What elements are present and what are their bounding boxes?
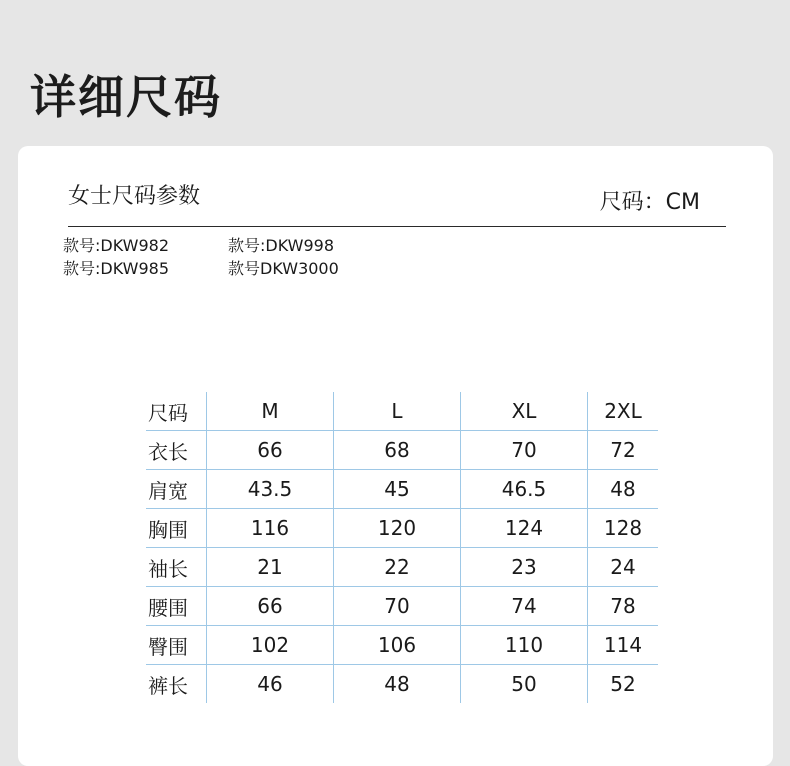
table-cell: 70 <box>334 587 461 626</box>
header-cell: L <box>334 392 461 431</box>
model-number: 款号:DKW982 <box>63 236 169 255</box>
page-title: 详细尺码 <box>30 70 222 124</box>
header-cell: 尺码 <box>146 392 207 431</box>
table-cell: 45 <box>334 470 461 509</box>
table-cell: 48 <box>588 470 659 509</box>
model-number: 款号:DKW985 <box>63 259 169 278</box>
table-cell: 46.5 <box>461 470 588 509</box>
table-cell: 120 <box>334 509 461 548</box>
table-cell: 43.5 <box>207 470 334 509</box>
row-label: 袖长 <box>146 548 207 587</box>
table-cell: 48 <box>334 665 461 704</box>
table-cell: 102 <box>207 626 334 665</box>
table-cell: 72 <box>588 431 659 470</box>
header-cell: 2XL <box>588 392 659 431</box>
table-row <box>146 626 658 665</box>
model-list <box>63 236 428 279</box>
table-cell: 70 <box>461 431 588 470</box>
table-cell: 78 <box>588 587 659 626</box>
table-row <box>146 665 658 704</box>
table-cell: 21 <box>207 548 334 587</box>
row-label: 腰围 <box>146 587 207 626</box>
table-cell: 66 <box>207 431 334 470</box>
table-cell: 110 <box>461 626 588 665</box>
table-cell: 128 <box>588 509 659 548</box>
table-cell: 22 <box>334 548 461 587</box>
table-row <box>146 431 658 470</box>
table-row <box>146 587 658 626</box>
row-label: 衣长 <box>146 431 207 470</box>
row-label: 裤长 <box>148 673 188 698</box>
card-header <box>68 180 726 227</box>
card-title: 女士尺码参数 <box>68 184 201 209</box>
table-cell: 24 <box>588 548 659 587</box>
model-number: 款号:DKW998 <box>228 236 334 255</box>
table-cell: 66 <box>207 587 334 626</box>
unit-label: 尺码：CM <box>599 190 700 215</box>
table-cell: 74 <box>461 587 588 626</box>
table-cell: 23 <box>461 548 588 587</box>
table-cell: 106 <box>334 626 461 665</box>
table-cell: 116 <box>207 509 334 548</box>
table-cell: 68 <box>334 431 461 470</box>
size-card <box>18 146 773 766</box>
table-cell: 46 <box>207 665 334 704</box>
table-row <box>146 548 658 587</box>
table-cell: 50 <box>461 665 588 704</box>
model-number: 款号DKW3000 <box>228 259 339 278</box>
row-label: 肩宽 <box>146 470 207 509</box>
table-cell: 52 <box>588 665 659 704</box>
size-table <box>146 392 658 703</box>
table-cell: 114 <box>588 626 659 665</box>
table-header-row <box>146 392 658 431</box>
table-row <box>146 470 658 509</box>
header-cell: XL <box>461 392 588 431</box>
table-row <box>146 509 658 548</box>
table-cell: 124 <box>461 509 588 548</box>
row-label: 臀围 <box>146 626 207 665</box>
header-cell: M <box>207 392 334 431</box>
row-label: 胸围 <box>146 509 207 548</box>
